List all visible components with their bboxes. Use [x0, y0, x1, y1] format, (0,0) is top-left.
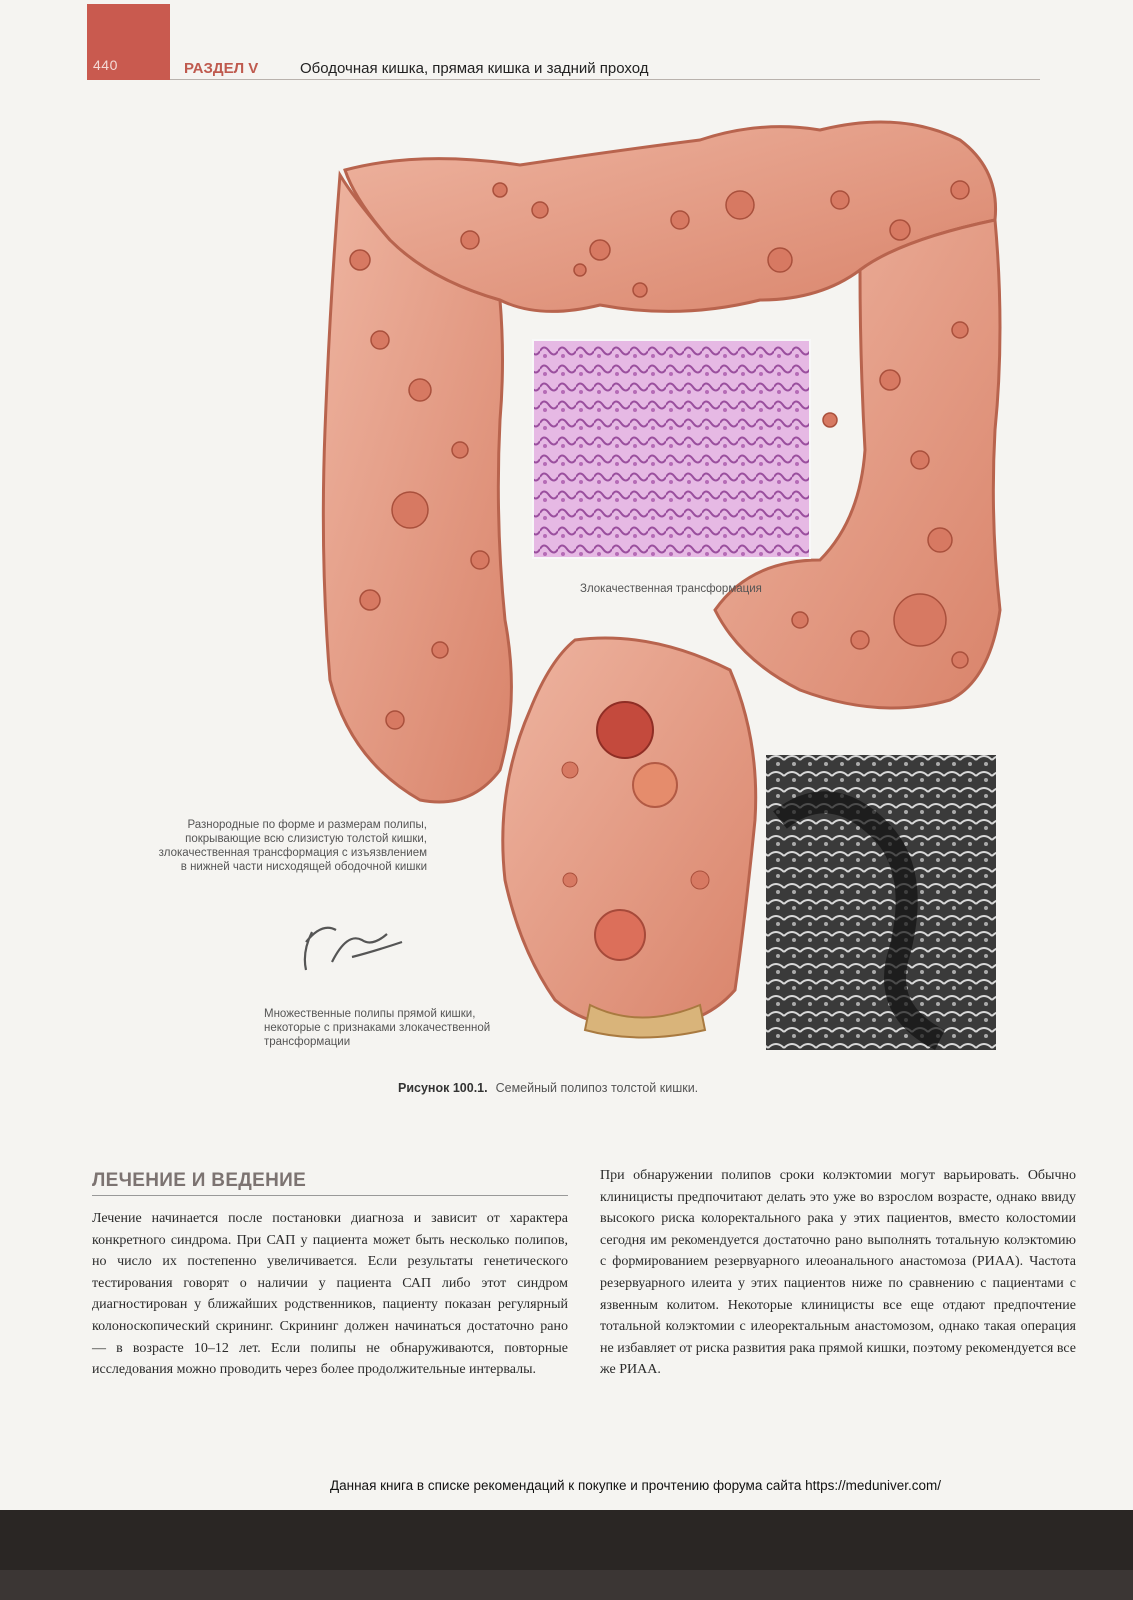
netter-signature	[292, 912, 412, 982]
scan-bottom-edge	[0, 1570, 1133, 1600]
caption-rectal-polyps: Множественные полипы прямой кишки, некоторые с признаками злокачественной трансформации	[264, 1008, 491, 1048]
section-rule	[92, 1195, 568, 1196]
section-label: РАЗДЕЛ V	[184, 60, 259, 77]
section-title: Ободочная кишка, прямая кишка и задний проход	[300, 60, 649, 77]
figure-title: Семейный полипоз толстой кишки.	[495, 1081, 699, 1095]
histology-micrograph	[533, 340, 810, 558]
figure-label: Рисунок 100.1.	[398, 1081, 488, 1095]
page-number: 440	[93, 57, 118, 73]
watermark-text: Данная книга в списке рекомендаций к покупке и прочтению форума сайта https://meduniver.com/	[330, 1478, 941, 1493]
rectum	[503, 638, 756, 1026]
section-heading: ЛЕЧЕНИЕ И ВЕДЕНИЕ	[92, 1170, 307, 1191]
caption-colon-polyps: Разнородные по форме и размерам полипы, покрывающие всю слизистую толстой кишки, злокачественная трансформация с изъязвлением в нижней части нисходящей ободочной кишки	[158, 819, 427, 873]
figure-caption	[398, 1081, 698, 1095]
body-text-left: Лечение начинается после постановки диагноза и зависит от характера конкретного синдрома. При САП у пациента может быть несколько полипов, но число их постепенно увеличивается. Если результаты генетического тестирования говорят о наличии у пациента САП либо этот синдром диагностирован у ближайших родственников, пациенту показан регулярный колоноскопический скрининг. Скрининг должен начинаться достаточно рано — в возрасте 10–12 лет. Если полипы не обнаруживаются, повторные исследования можно проводить через более продолжительные интервалы.	[92, 1211, 568, 1378]
caption-malignant-transformation: Злокачественная трансформация	[580, 583, 762, 595]
scan-bottom-bar	[0, 1510, 1133, 1570]
body-text-right: При обнаружении полипов сроки колэктомии могут варьировать. Обычно клиницисты предпочитают делать это уже во взрослом возрасте, однако ввиду высокого риска колоректального рака у этих пациентов, вместо колостомии сегодня им рекомендуется достаточно рано выполнять тотальную колэктомию с формированием резервуарного илеоанального анастомоза (РИАА). Частота резервуарного илеита у этих пациентов ниже по сравнению с пациентами с язвенным колитом. Некоторые клиницисты все еще отдают предпочтение тотальной колэктомии с илеоректальным анастомозом, однако такая операция не избавляет от риска развития рака прямой кишки, поэтому рекомендуется все же РИАА.	[600, 1168, 1076, 1378]
